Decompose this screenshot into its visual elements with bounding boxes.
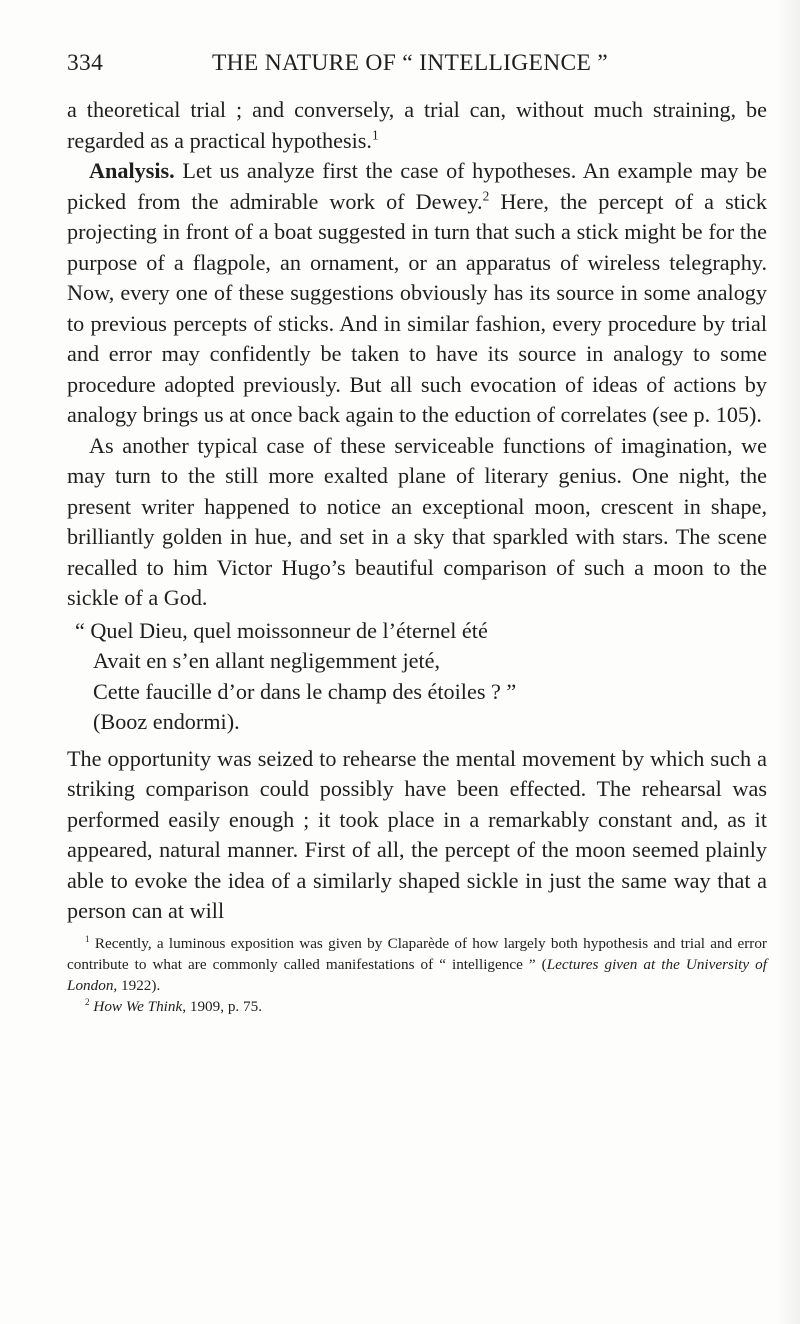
- verse-line-2: Avait en s’en allant negligemment jeté,: [93, 648, 441, 673]
- footnote-ref-2: 2: [482, 188, 490, 204]
- footnote-1: $^1$ Recently, a luminous exposition was given by Claparède of how largely both hypothesis and trial and error contribute to what are commonly called manifestations of “ intelligence ” (Lectures given at the University of London, 1922).: [67, 933, 767, 994]
- paragraph-1: a theoretical trial ; and conversely, a trial can, without much straining, be regarded as a practical hypothesis.$^1$: [67, 97, 767, 153]
- book-page: [67, 44, 767, 1017]
- paragraph-3: As another typical case of these serviceable functions of imagination, we may turn to the still more exalted plane of literary genius. One night, the present writer happened to notice an exceptional moon, crescent in shape, brilliantly golden in hue, and set in a sky that sparkled with stars. The scene recalled to him Victor Hugo’s beautiful comparison of such a moon to the sickle of a God.: [67, 432, 767, 610]
- main-text-continued: [67, 744, 767, 927]
- main-text: [67, 95, 767, 614]
- verse-quotation: [75, 616, 767, 738]
- page-edge-shadow: [778, 0, 800, 1324]
- footnotes: [67, 933, 767, 1017]
- runin-heading: Analysis.: [89, 158, 175, 183]
- running-header: [67, 44, 767, 84]
- footnote-ref-1: 1: [371, 127, 379, 143]
- verse-source: (Booz endormi).: [93, 709, 240, 734]
- verse-line-3: Cette faucille d’or dans le champ des étoiles ? ”: [93, 678, 517, 704]
- footnote-2: $^2$ How We Think, 1909, p. 75.: [85, 996, 262, 1015]
- verse-line-1: “ Quel Dieu, quel moissonneur de l’éternel été: [75, 617, 488, 643]
- page-number: 334: [67, 50, 104, 76]
- paragraph-2: Analysis. Let us analyze first the case of hypotheses. An example may be picked from the admirable work of Dewey.$^2$ Here, the percept of a stick projecting in front of a boat suggested in turn that such a stick might be for the purpose of a flagpole, an ornament, or an apparatus of wireless telegraphy. Now, every one of these suggestions obviously has its source in some analogy to previous percepts of sticks. And in similar fashion, every procedure by trial and error may confidently be taken to have its source in analogy to some procedure adopted previously. But all such evocation of ideas of actions by analogy brings us at once back again to the eduction of correlates (see p. 105).: [67, 158, 768, 427]
- running-title: THE NATURE OF “ INTELLIGENCE ”: [212, 50, 609, 76]
- paragraph-4: The opportunity was seized to rehearse the mental movement by which such a striking comparison could possibly have been effected. The rehearsal was performed easily enough ; it took place in a remarkably constant and, as it appeared, natural manner. First of all, the percept of the moon seemed plainly able to evoke the idea of a similarly shaped sickle in just the same way that a person can at will: [67, 745, 767, 923]
